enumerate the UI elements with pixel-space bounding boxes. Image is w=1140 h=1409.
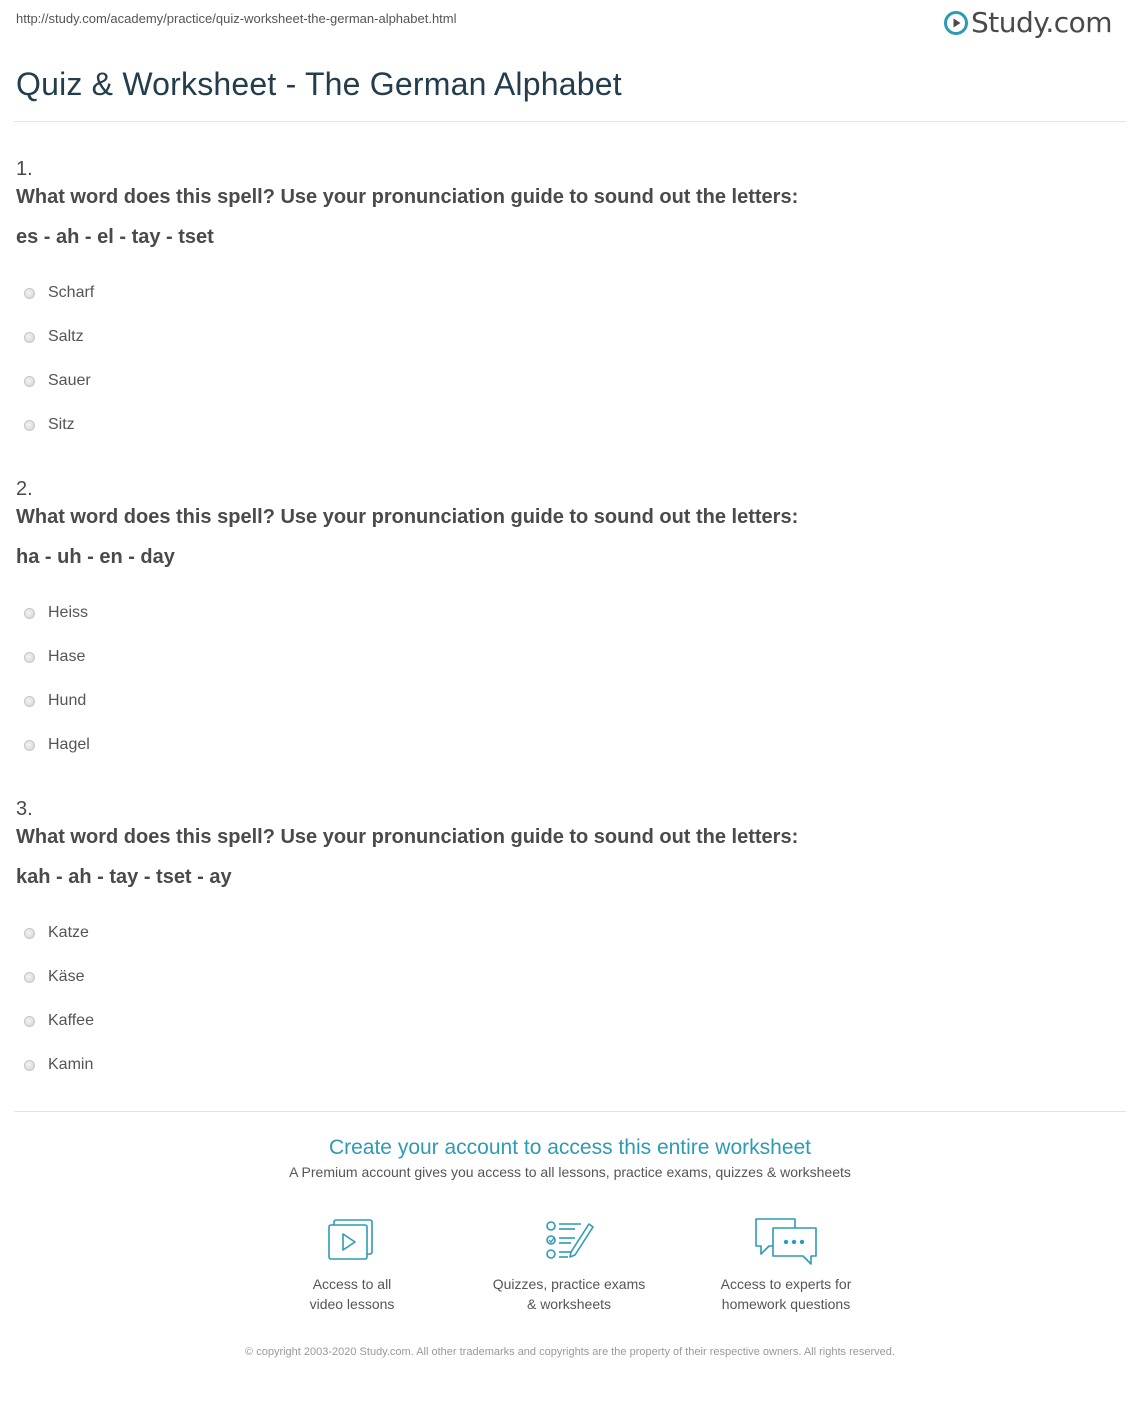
question-number: 2. bbox=[16, 478, 33, 500]
logo-text: Study.com bbox=[971, 6, 1113, 39]
answer-option[interactable] bbox=[24, 999, 1116, 1043]
feature-line: Access to all bbox=[312, 1276, 392, 1292]
feature-experts bbox=[686, 1216, 886, 1314]
answer-option[interactable] bbox=[24, 271, 1116, 315]
feature-text bbox=[686, 1274, 886, 1314]
radio-button[interactable] bbox=[24, 376, 35, 387]
radio-button[interactable] bbox=[24, 972, 35, 983]
copyright-text: © copyright 2003-2020 Study.com. All other trademarks and copyrights are the property of their respective owners. All rights reserved. bbox=[245, 1346, 895, 1358]
feature-line: homework questions bbox=[721, 1296, 851, 1312]
page-title: Quiz & Worksheet - The German Alphabet bbox=[16, 66, 622, 102]
answer-option[interactable] bbox=[24, 403, 1116, 447]
radio-button[interactable] bbox=[24, 1060, 35, 1071]
answer-label: Katze bbox=[48, 924, 89, 941]
feature-video-lessons bbox=[252, 1216, 452, 1314]
answer-label: Kamin bbox=[48, 1056, 94, 1073]
answer-option[interactable] bbox=[24, 911, 1116, 955]
answer-option[interactable] bbox=[24, 723, 1116, 767]
answer-label: Hund bbox=[48, 692, 87, 709]
radio-button[interactable] bbox=[24, 696, 35, 707]
feature-line: & worksheets bbox=[526, 1296, 612, 1312]
feature-text bbox=[252, 1274, 452, 1314]
answer-option[interactable] bbox=[24, 359, 1116, 403]
radio-button[interactable] bbox=[24, 288, 35, 299]
header-divider bbox=[14, 121, 1126, 122]
question-spelling: kah - ah - tay - tset - ay bbox=[16, 866, 232, 888]
question-3 bbox=[16, 797, 1116, 1087]
answer-option[interactable] bbox=[24, 635, 1116, 679]
question-number: 1. bbox=[16, 158, 33, 180]
answer-list bbox=[16, 591, 1116, 767]
radio-button[interactable] bbox=[24, 652, 35, 663]
question-text: What word does this spell? Use your pronunciation guide to sound out the letters: bbox=[16, 506, 799, 528]
radio-button[interactable] bbox=[24, 928, 35, 939]
video-lesson-icon bbox=[324, 1216, 380, 1266]
radio-button[interactable] bbox=[24, 608, 35, 619]
signup-cta bbox=[0, 1132, 1140, 1180]
radio-button[interactable] bbox=[24, 332, 35, 343]
chat-bubbles-icon bbox=[753, 1216, 819, 1266]
feature-text bbox=[469, 1274, 669, 1314]
answer-label: Hagel bbox=[48, 736, 90, 753]
question-2 bbox=[16, 477, 1116, 767]
answer-list bbox=[16, 271, 1116, 447]
answer-label: Sauer bbox=[48, 372, 91, 389]
answer-label: Hase bbox=[48, 648, 86, 665]
study-logo[interactable] bbox=[944, 6, 1112, 39]
radio-button[interactable] bbox=[24, 1016, 35, 1027]
answer-label: Saltz bbox=[48, 328, 84, 345]
page-url: http://study.com/academy/practice/quiz-worksheet-the-german-alphabet.html bbox=[16, 11, 457, 26]
feature-quizzes bbox=[469, 1216, 669, 1314]
cta-subtitle: A Premium account gives you access to all lessons, practice exams, quizzes & worksheets bbox=[289, 1164, 851, 1180]
answer-option[interactable] bbox=[24, 315, 1116, 359]
feature-line: Quizzes, practice exams bbox=[492, 1276, 646, 1292]
feature-line: Access to experts for bbox=[720, 1276, 852, 1292]
footer-divider bbox=[14, 1111, 1126, 1112]
answer-option[interactable] bbox=[24, 955, 1116, 999]
answer-label: Heiss bbox=[48, 604, 89, 621]
answer-list bbox=[16, 911, 1116, 1087]
answer-label: Kaffee bbox=[48, 1012, 94, 1029]
answer-label: Scharf bbox=[48, 284, 95, 301]
question-number: 3. bbox=[16, 798, 33, 820]
answer-option[interactable] bbox=[24, 591, 1116, 635]
answer-option[interactable] bbox=[24, 1043, 1116, 1087]
question-spelling: es - ah - el - tay - tset bbox=[16, 226, 214, 248]
question-text: What word does this spell? Use your pronunciation guide to sound out the letters: bbox=[16, 186, 799, 208]
question-1 bbox=[16, 157, 1116, 447]
radio-button[interactable] bbox=[24, 740, 35, 751]
answer-label: Sitz bbox=[48, 416, 75, 433]
answer-label: Käse bbox=[48, 968, 85, 985]
quiz-checklist-icon bbox=[541, 1216, 597, 1266]
answer-option[interactable] bbox=[24, 679, 1116, 723]
play-logo-icon bbox=[944, 11, 968, 35]
question-spelling: ha - uh - en - day bbox=[16, 546, 175, 568]
question-text: What word does this spell? Use your pronunciation guide to sound out the letters: bbox=[16, 826, 799, 848]
cta-title-link[interactable]: Create your account to access this entire worksheet bbox=[328, 1136, 812, 1159]
feature-line: video lessons bbox=[309, 1296, 395, 1312]
radio-button[interactable] bbox=[24, 420, 35, 431]
